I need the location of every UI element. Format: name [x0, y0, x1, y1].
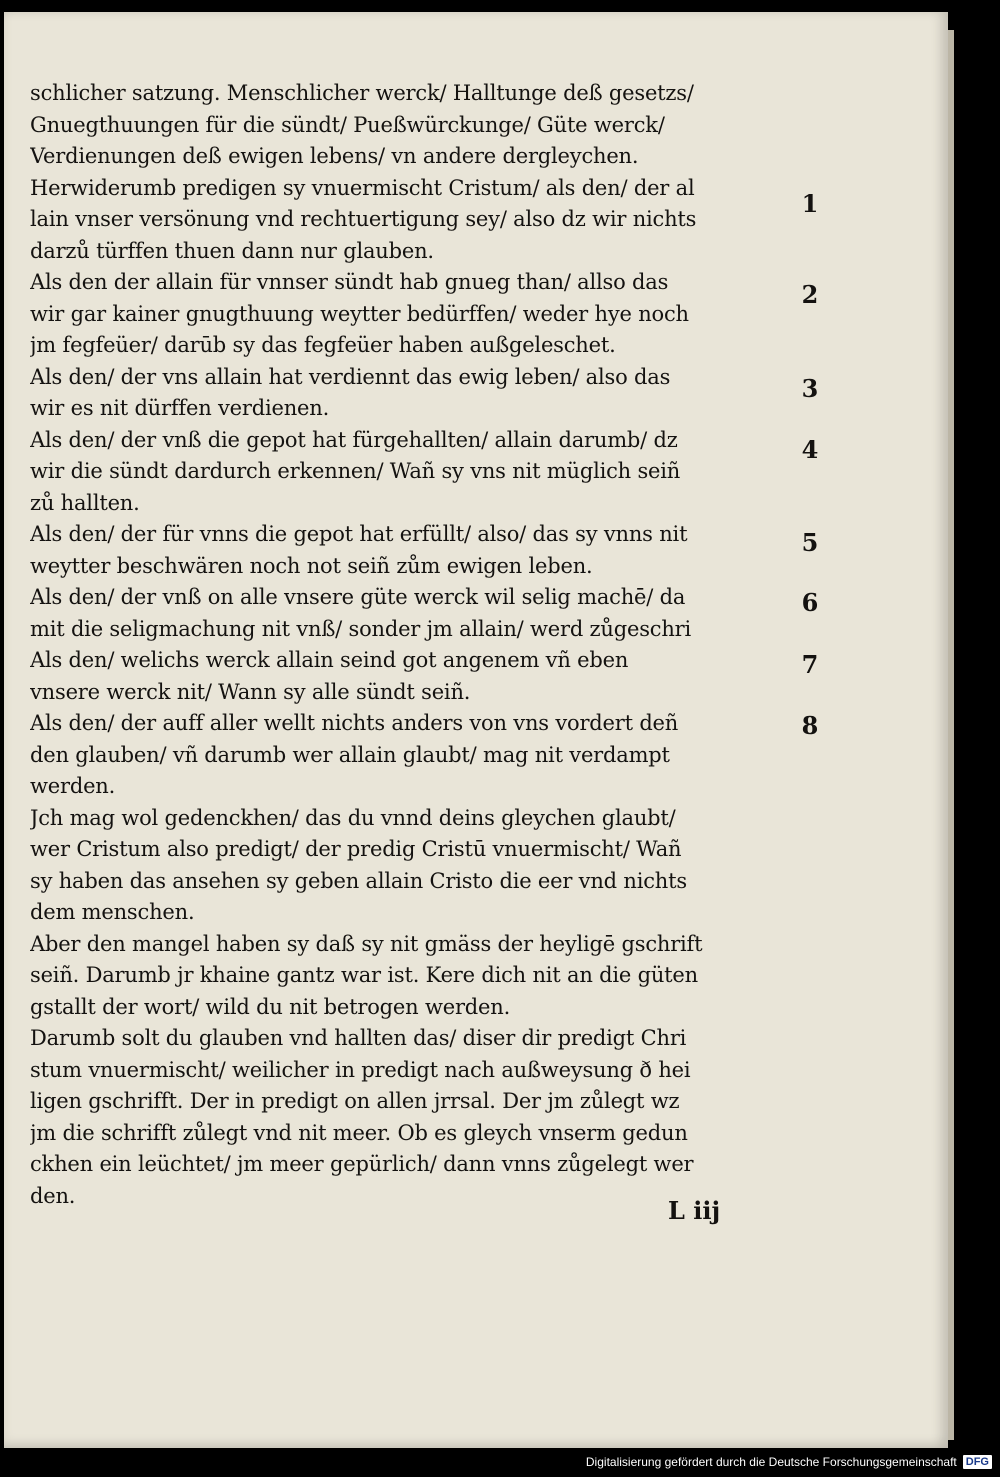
text-line: jm die schrifft zůlegt vnd nit meer. Ob es gleych vnserm gedun [30, 1120, 688, 1145]
text-line: werden. [30, 774, 116, 798]
text-line: darzů türffen thuen dann nur glauben. [30, 238, 434, 263]
text-line: mit die seligmachung nit vnß/ sonder jm allain/ werd zůgeschri [30, 616, 692, 641]
text-line: Gnuegthuungen für die sündt/ Pueßwürckunge/ Güte werck/ [30, 112, 665, 137]
text-line: ckhen ein leüchtet/ jm meer gepürlich/ dann vnns zůgelegt wer [30, 1152, 694, 1176]
text-line: Verdienungen deß ewigen lebens/ vn andere dergleychen. [30, 144, 639, 168]
dfg-logo: DFG [963, 1455, 992, 1469]
text-block [30, 78, 770, 1212]
text-line: sy haben das ansehen sy geben allain Cristo die eer vnd nichts [30, 868, 687, 893]
text-line: wir es nit dürffen verdienen. [30, 396, 330, 420]
text-line: Als den/ der auff aller wellt nichts anders von vns vordert deñ [30, 711, 679, 735]
text-line: zů hallten. [30, 490, 140, 515]
margin-numeral: 4 [801, 435, 819, 464]
margin-numeral: 3 [801, 374, 819, 403]
text-line: weytter beschwären noch not seiñ zům ewigen leben. [30, 553, 593, 578]
text-line: den. [30, 1183, 76, 1208]
text-line: lain vnser versönung vnd rechtuertigung sey/ also dz wir nichts [30, 207, 697, 231]
text-line: Darumb solt du glauben vnd hallten das/ diser dir predigt Chri [30, 1026, 687, 1050]
margin-numeral: 1 [801, 189, 819, 218]
text-line: schlicher satzung. Menschlicher werck/ Halltunge deß gesetzs/ [30, 81, 694, 105]
footer [586, 1451, 992, 1473]
text-line: Aber den mangel haben sy daß sy nit gmäss der heyligē gschrift [30, 931, 703, 956]
text-line: wer Cristum also predigt/ der predig Cristū vnuermischt/ Wañ [30, 837, 682, 861]
text-line: Herwiderumb predigen sy vnuermischt Cristum/ als den/ der al [30, 175, 695, 200]
page-edge [948, 30, 954, 1440]
margin-numeral: 8 [801, 711, 819, 740]
text-line: Als den/ welichs werck allain seind got angenem vñ eben [30, 648, 629, 672]
text-line: seiñ. Darumb jr khaine gantz war ist. Kere dich nit an die güten [30, 963, 698, 987]
text-line: Als den/ der vns allain hat verdiennt das ewig leben/ also das [30, 364, 671, 389]
margin-numeral: 2 [801, 280, 819, 309]
text-line: dem menschen. [30, 900, 195, 924]
text-line: Als den/ der für vnns die gepot hat erfüllt/ also/ das sy vnns nit [30, 522, 688, 546]
text-line: Als den/ der vnß on alle vnsere güte werck wil selig machē/ da [30, 585, 686, 609]
margin-numeral: 5 [801, 528, 819, 557]
text-line: Als den der allain für vnnser sündt hab gnueg than/ allso das [30, 270, 669, 294]
text-line: Als den/ der vnß die gepot hat fürgehallten/ allain darumb/ dz [30, 427, 678, 452]
text-line: Jch mag wol gedenckhen/ das du vnnd deins gleychen glaubt/ [30, 805, 676, 830]
text-line: stum vnuermischt/ weilicher in predigt nach außweysung ð hei [30, 1057, 691, 1082]
text-line: jm fegfeüer/ darūb sy das fegfeüer haben außgeleschet. [30, 333, 616, 357]
text-line: den glauben/ vñ darumb wer allain glaubt/ mag nit verdampt [30, 742, 670, 767]
text-line: ligen gschrifft. Der in predigt on allen jrrsal. Der jm zůlegt wz [30, 1089, 680, 1113]
margin-numeral: 7 [801, 650, 819, 679]
text-line: wir die sündt dardurch erkennen/ Wañ sy vns nit müglich seiñ [30, 459, 681, 483]
footer-text: Digitalisierung gefördert durch die Deutsche Forschungsgemeinschaft [585, 1455, 957, 1469]
signature-mark: L iij [668, 1196, 721, 1225]
text-line: gstallt der wort/ wild du nit betrogen werden. [30, 994, 511, 1019]
margin-numeral: 6 [801, 588, 819, 617]
text-line: vnsere werck nit/ Wann sy alle sündt seiñ. [30, 679, 471, 704]
text-line: wir gar kainer gnugthuung weytter bedürffen/ weder hye noch [30, 301, 689, 326]
